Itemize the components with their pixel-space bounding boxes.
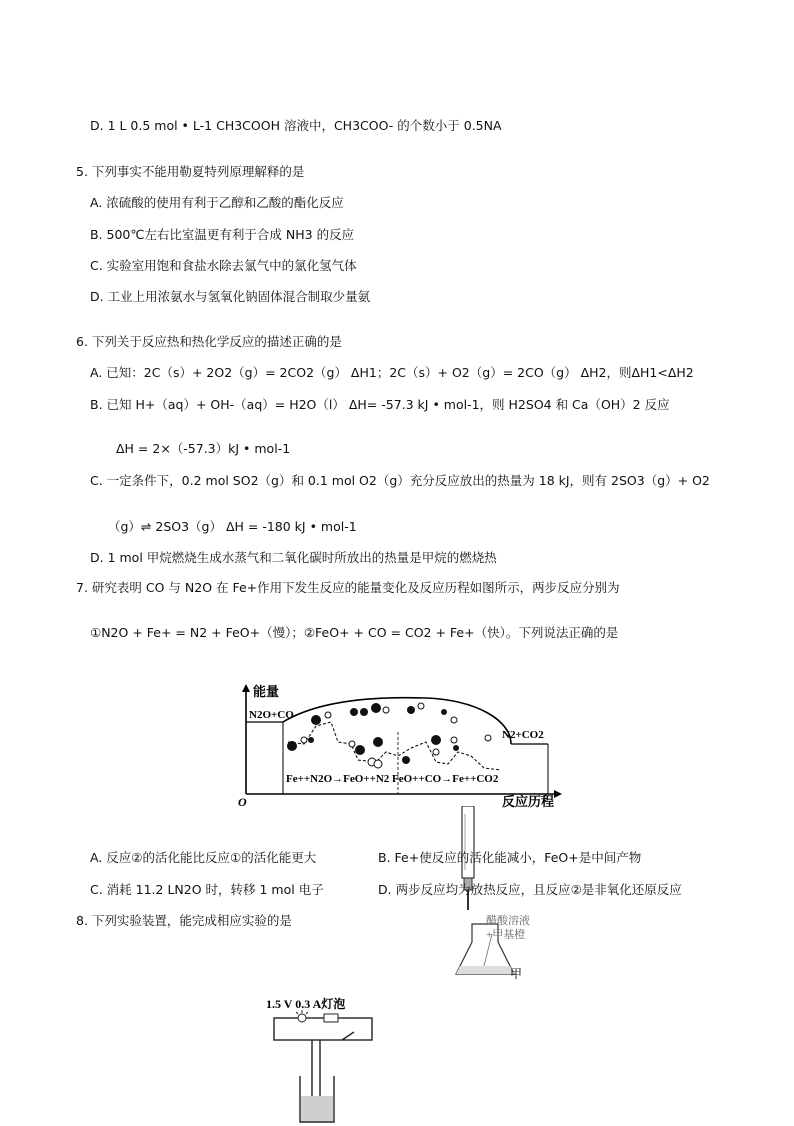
apparatus-name: 甲 bbox=[510, 967, 523, 981]
reactants-label: N2O+CO bbox=[249, 709, 294, 721]
q7-option-b: B. Fe+使反应的活化能减小，FeO+是中间产物 bbox=[378, 850, 642, 865]
q7-option-c: C. 消耗 11.2 LN2O 时，转移 1 mol 电子 bbox=[90, 882, 324, 897]
q5-option-a: A. 浓硫酸的使用有利于乙醇和乙酸的酯化反应 bbox=[90, 195, 344, 210]
products-label: N2+CO2 bbox=[502, 729, 544, 741]
origin-label: O bbox=[238, 795, 247, 809]
q6-option-c-line1: C. 一定条件下，0.2 mol SO2（g）和 0.1 mol O2（g）充分反应放出的热量为 18 kJ，则有 2SO3（g）+ O2 bbox=[90, 473, 710, 488]
q5-option-d: D. 工业上用浓氨水与氢氧化钠固体混合制取少量氨 bbox=[90, 289, 371, 304]
q6-option-a: A. 已知：2C（s）+ 2O2（g）= 2CO2（g） ΔH1；2C（s）+ O2（g）= 2CO（g） ΔH2，则ΔH1<ΔH2 bbox=[90, 365, 694, 380]
q5-option-c: C. 实验室用饱和食盐水除去氯气中的氯化氢气体 bbox=[90, 258, 357, 273]
q6-option-c-line2: （g）⇌ 2SO3（g） ΔH = -180 kJ • mol-1 bbox=[108, 519, 357, 534]
switch-icon bbox=[342, 1032, 354, 1040]
q7-option-d: D. 两步反应均为放热反应，且反应②是非氧化还原反应 bbox=[378, 882, 682, 897]
q4-option-d bbox=[90, 118, 502, 134]
bulb-label: 1.5 V 0.3 A灯泡 bbox=[266, 997, 346, 1011]
molecule-icons bbox=[287, 703, 491, 768]
solution-label-2: +甲基橙 bbox=[486, 929, 526, 941]
q5-option-b: B. 500℃左右比室温更有利于合成 NH3 的反应 bbox=[90, 227, 355, 242]
energy-profile-svg bbox=[226, 682, 566, 810]
y-axis-label: 能量 bbox=[253, 684, 280, 699]
x-axis-arrow bbox=[554, 790, 562, 798]
q6-stem: 6. 下列关于反应热和热化学反应的描述正确的是 bbox=[76, 334, 342, 349]
circuit-wire bbox=[274, 1018, 372, 1040]
reaction-path bbox=[288, 722, 501, 770]
energy-profile-diagram bbox=[226, 682, 566, 810]
bulb-icon bbox=[298, 1014, 306, 1022]
flask-liquid bbox=[456, 966, 514, 974]
q6-option-b-line1: B. 已知 H+（aq）+ OH-（aq）= H2O（l） ΔH= -57.3 kJ • mol-1，则 H2SO4 和 Ca（OH）2 反应 bbox=[90, 397, 670, 412]
step-labels: Fe++N2O→FeO++N2 FeO++CO→Fe++CO2 bbox=[286, 773, 499, 785]
q7-option-a: A. 反应②的活化能比反应①的活化能更大 bbox=[90, 850, 317, 865]
battery-icon bbox=[324, 1014, 338, 1022]
beaker-liquid bbox=[301, 1096, 333, 1121]
y-axis-arrow bbox=[242, 684, 250, 692]
x-axis-label: 反应历程 bbox=[502, 794, 555, 809]
burette-tube bbox=[462, 806, 474, 878]
conductivity-circuit bbox=[264, 996, 384, 1123]
solution-label-1: 醋酸溶液 bbox=[486, 915, 530, 927]
q8-stem: 8. 下列实验装置，能完成相应实验的是 bbox=[76, 913, 292, 928]
conductivity-circuit-svg bbox=[264, 996, 384, 1123]
q7-stem-line2: ①N2O + Fe+ = N2 + FeO+（慢）；②FeO+ + CO = CO2 + Fe+（快）。下列说法正确的是 bbox=[90, 625, 619, 640]
q7-stem-line1: 7. 研究表明 CO 与 N2O 在 Fe+作用下发生反应的能量变化及反应历程如图所示，两步反应分别为 bbox=[76, 580, 620, 595]
q6-option-d: D. 1 mol 甲烷燃烧生成水蒸气和二氧化碳时所放出的热量是甲烷的燃烧热 bbox=[90, 550, 497, 565]
q5-stem: 5. 下列事实不能用勒夏特列原理解释的是 bbox=[76, 164, 305, 179]
q6-option-b-line2: ΔH = 2×（-57.3）kJ • mol-1 bbox=[116, 441, 291, 456]
q4-option-d-text: D. 1 L 0.5 mol • L-1 CH3COOH 溶液中，CH3COO- 的个数小于 0.5NA bbox=[90, 118, 502, 133]
